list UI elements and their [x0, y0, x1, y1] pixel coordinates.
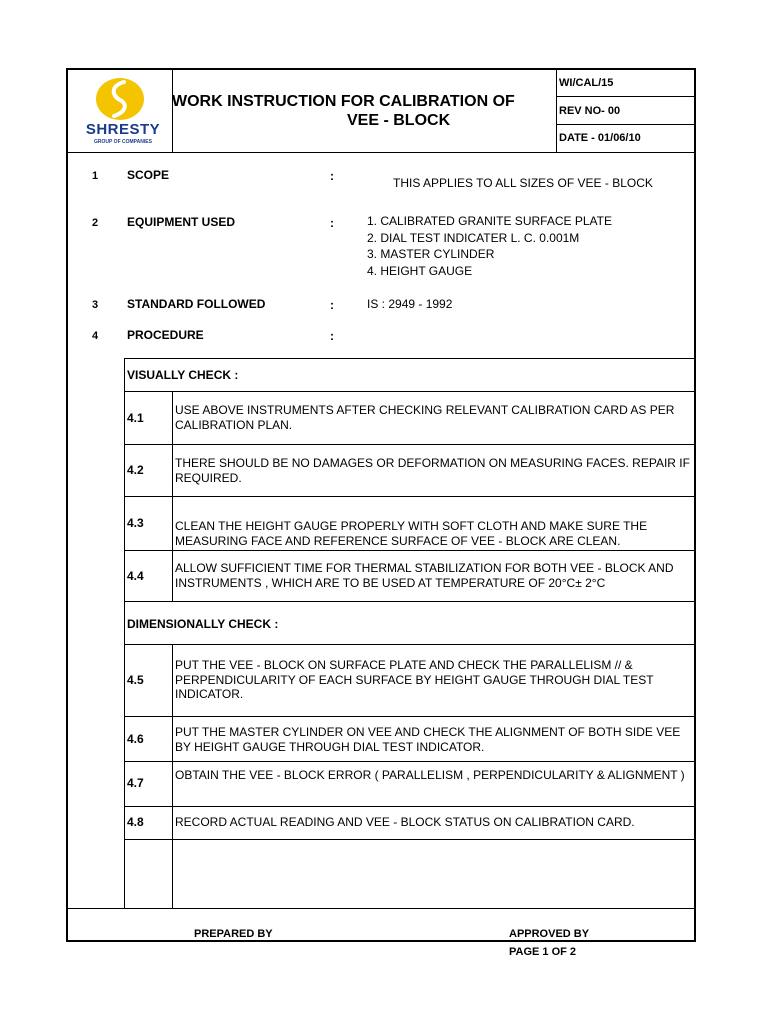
- equipment-list: [367, 213, 612, 279]
- step-text: OBTAIN THE VEE - BLOCK ERROR ( PARALLELISM , PERPENDICULARITY & ALIGNMENT ): [175, 768, 685, 782]
- section-number: 4: [92, 330, 99, 342]
- prepared-by-label: PREPARED BY: [194, 928, 273, 940]
- table-rule: [124, 550, 696, 551]
- step-text: THERE SHOULD BE NO DAMAGES OR DEFORMATION ON MEASURING FACES. REPAIR IF REQUIRED.: [175, 456, 690, 485]
- step-number: 4.5: [127, 673, 144, 687]
- table-rule: [124, 391, 696, 392]
- company-logo: [80, 76, 166, 150]
- company-subtitle: GROUP OF COMPANIES: [94, 139, 152, 145]
- scope-value: THIS APPLIES TO ALL SIZES OF VEE - BLOCK: [393, 176, 653, 190]
- step-number: 4.8: [127, 815, 144, 829]
- revision-number: REV NO- 00: [559, 105, 621, 117]
- section-label-scope: SCOPE: [127, 168, 170, 182]
- doc-number: WI/CAL/15: [559, 77, 614, 89]
- header-meta-rule-1: [556, 96, 696, 97]
- step-text: ALLOW SUFFICIENT TIME FOR THERMAL STABILIZATION FOR BOTH VEE - BLOCK AND INSTRUMENTS , WHICH ARE TO BE USED AT TEMPERATURE OF 20°C± 2°C: [175, 561, 674, 590]
- header-bottom-rule: [66, 152, 696, 153]
- step-number: 4.7: [127, 776, 144, 790]
- step-number: 4.1: [127, 411, 144, 425]
- step-text: PUT THE MASTER CYLINDER ON VEE AND CHECK THE ALIGNMENT OF BOTH SIDE VEE BY HEIGHT GAUGE THROUGH DIAL TEST INDICATOR.: [175, 725, 681, 754]
- standard-value: IS : 2949 - 1992: [367, 297, 453, 311]
- section-label-equipment: EQUIPMENT USED: [127, 215, 236, 229]
- document-date: DATE - 01/06/10: [559, 132, 641, 144]
- page-number: PAGE 1 OF 2: [509, 946, 577, 958]
- section-label-standard: STANDARD FOLLOWED: [127, 297, 266, 311]
- step-number: 4.6: [127, 732, 144, 746]
- equipment-item: 4. HEIGHT GAUGE: [367, 263, 473, 278]
- title-line-1: WORK INSTRUCTION FOR CALIBRATION OF: [172, 93, 515, 110]
- header-meta-rule-2: [556, 124, 696, 125]
- section-colon: :: [330, 169, 334, 183]
- section-colon: :: [330, 216, 334, 230]
- approved-by-label: APPROVED BY: [509, 928, 590, 940]
- step-text: RECORD ACTUAL READING AND VEE - BLOCK STATUS ON CALIBRATION CARD.: [175, 815, 635, 829]
- table-rule: [124, 716, 696, 717]
- procedure-table-left: [124, 358, 125, 908]
- table-rule: [124, 839, 696, 840]
- step-number: 4.4: [127, 569, 144, 583]
- equipment-item: 1. CALIBRATED GRANITE SURFACE PLATE: [367, 214, 612, 228]
- company-name: SHRESTY: [85, 121, 161, 138]
- step-text: USE ABOVE INSTRUMENTS AFTER CHECKING RELEVANT CALIBRATION CARD AS PER CALIBRATION PLAN.: [175, 403, 675, 432]
- section-number: 3: [92, 299, 99, 311]
- table-rule: [124, 761, 696, 762]
- table-rule: [124, 806, 696, 807]
- section-colon: :: [330, 329, 334, 343]
- section-label-procedure: PROCEDURE: [127, 328, 204, 342]
- table-rule: [124, 444, 696, 445]
- step-text: CLEAN THE HEIGHT GAUGE PROPERLY WITH SOFT CLOTH AND MAKE SURE THE MEASURING FACE AND REFERENCE SURFACE OF VEE - BLOCK ARE CLEAN.: [175, 519, 648, 548]
- title-line-2: VEE - BLOCK: [347, 112, 451, 129]
- section-number: 1: [92, 170, 99, 182]
- table-rule: [124, 644, 696, 645]
- table-rule: [124, 601, 696, 602]
- header-divider-meta: [556, 68, 557, 152]
- section-colon: :: [330, 298, 334, 312]
- equipment-item: 3. MASTER CYLINDER: [367, 247, 495, 261]
- table-rule: [124, 496, 696, 497]
- step-number: 4.2: [127, 463, 144, 477]
- step-text: PUT THE VEE - BLOCK ON SURFACE PLATE AND CHECK THE PARALLELISM // & PERPENDICULARITY OF EACH SURFACE BY HEIGHT GAUGE THROUGH DIAL TEST INDICATOR.: [175, 658, 654, 701]
- procedure-table-number-divider: [172, 644, 173, 908]
- table-rule: [66, 908, 696, 909]
- dimensional-check-heading: DIMENSIONALLY CHECK :: [127, 617, 279, 631]
- document-title: [172, 92, 556, 130]
- document-frame: [66, 68, 696, 942]
- step-number: 4.3: [127, 516, 144, 530]
- visual-check-heading: VISUALLY CHECK :: [127, 368, 239, 382]
- table-rule: [124, 358, 696, 359]
- section-number: 2: [92, 217, 99, 229]
- equipment-item: 2. DIAL TEST INDICATER L. C. 0.001M: [367, 230, 580, 245]
